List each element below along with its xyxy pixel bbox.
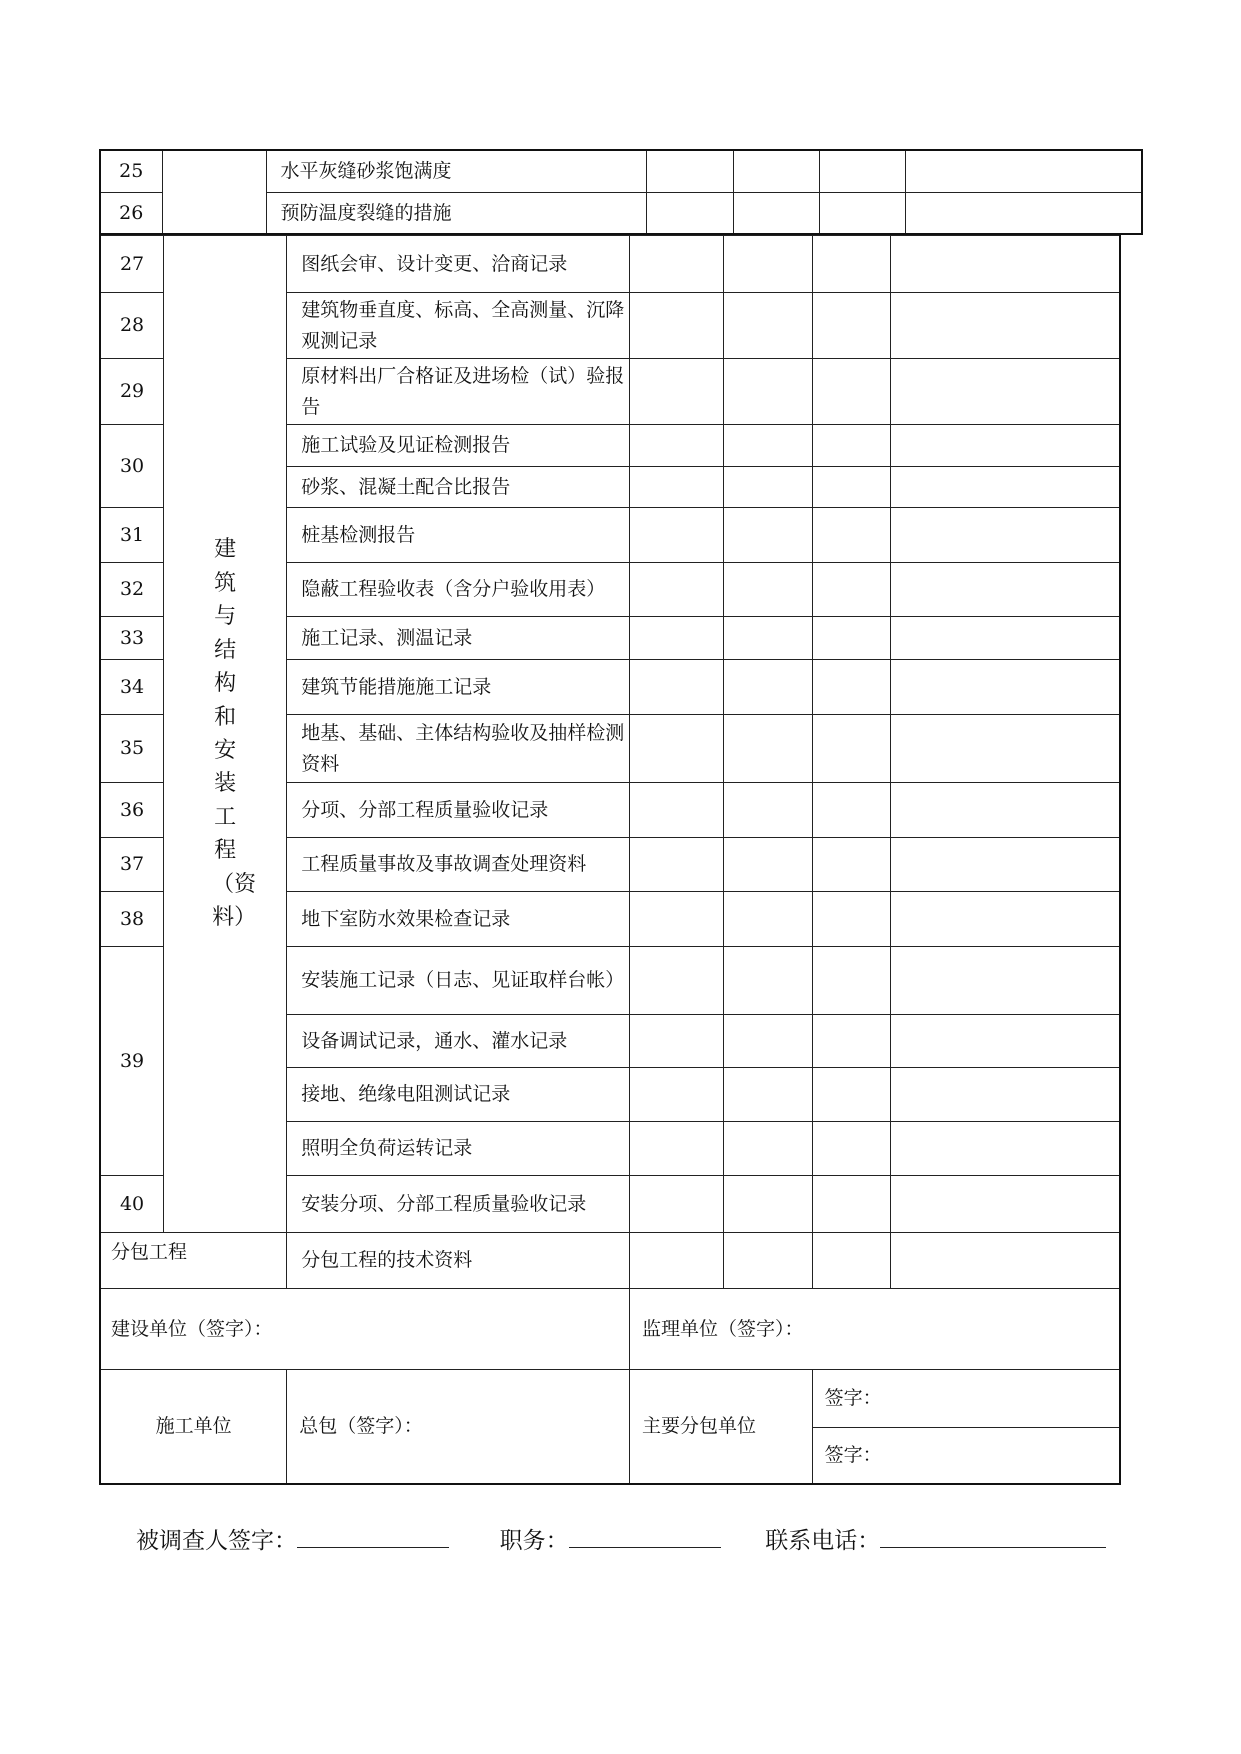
check-cell[interactable] [812,892,890,947]
remark-cell[interactable] [890,1068,1120,1122]
remark-cell[interactable] [890,947,1120,1015]
check-cell[interactable] [812,563,890,617]
check-cell[interactable] [629,467,723,508]
check-cell[interactable] [629,425,723,467]
check-cell[interactable] [812,783,890,838]
item-cell: 砂浆、混凝土配合比报告 [287,467,630,508]
check-cell[interactable] [629,715,723,783]
signature-row [100,1289,1120,1370]
remark-cell[interactable] [890,1233,1120,1289]
item-cell: 接地、绝缘电阻测试记录 [287,1068,630,1122]
contractor-label: 施工单位 [100,1370,287,1484]
check-cell[interactable] [733,192,819,234]
row-number: 25 [100,150,162,192]
check-cell[interactable] [819,192,905,234]
remark-cell[interactable] [890,508,1120,563]
respondent-label: 被调查人签字： [136,1528,297,1554]
check-cell[interactable] [629,508,723,563]
remark-cell[interactable] [890,1122,1120,1176]
row-number: 34 [100,660,164,715]
check-cell[interactable] [724,715,812,783]
remark-cell[interactable] [890,293,1120,359]
check-cell[interactable] [629,1068,723,1122]
check-cell[interactable] [724,467,812,508]
row-number: 37 [100,838,164,892]
check-cell[interactable] [724,359,812,425]
check-cell[interactable] [724,1122,812,1176]
check-cell[interactable] [812,359,890,425]
category-cell [162,150,266,234]
item-cell: 安装施工记录（日志、见证取样台帐） [287,947,630,1015]
general-contractor-signature[interactable]: 总包（签字）： [287,1370,630,1484]
check-cell[interactable] [724,947,812,1015]
check-cell[interactable] [724,1176,812,1233]
item-cell: 分项、分部工程质量验收记录 [287,783,630,838]
check-cell[interactable] [812,1122,890,1176]
item-cell: 图纸会审、设计变更、洽商记录 [287,236,630,293]
row-number: 38 [100,892,164,947]
check-cell[interactable] [724,660,812,715]
item-cell: 原材料出厂合格证及进场检（试）验报告 [287,359,630,425]
remark-cell[interactable] [890,838,1120,892]
check-cell[interactable] [629,1176,723,1233]
check-cell[interactable] [629,1122,723,1176]
remark-cell[interactable] [890,1176,1120,1233]
phone-label: 联系电话： [765,1528,881,1554]
remark-cell[interactable] [890,236,1120,293]
subcontractor-signature-1[interactable]: 签字： [812,1370,1120,1428]
item-cell: 施工试验及见证检测报告 [287,425,630,467]
item-cell: 照明全负荷运转记录 [287,1122,630,1176]
subcontract-label: 分包工程 [100,1233,287,1289]
check-cell[interactable] [812,425,890,467]
table-row [100,1233,1120,1289]
item-cell: 建筑物垂直度、标高、全高测量、沉降观测记录 [287,293,630,359]
item-cell: 桩基检测报告 [287,508,630,563]
row-number: 27 [100,236,164,293]
check-cell[interactable] [724,1233,812,1289]
remark-cell[interactable] [890,892,1120,947]
row-number: 35 [100,715,164,783]
row-number: 39 [100,947,164,1176]
row-number: 32 [100,563,164,617]
item-cell: 预防温度裂缝的措施 [266,192,646,234]
check-cell[interactable] [724,838,812,892]
supervisor-signature[interactable]: 监理单位（签字）： [629,1289,1120,1370]
row-number: 31 [100,508,164,563]
main-subcontractor-label: 主要分包单位 [629,1370,812,1484]
row-number: 36 [100,783,164,838]
check-cell[interactable] [646,150,733,192]
check-cell[interactable] [812,1233,890,1289]
table-row [100,150,1142,192]
check-cell[interactable] [812,508,890,563]
remark-cell[interactable] [905,150,1142,192]
check-cell[interactable] [812,838,890,892]
check-cell[interactable] [812,467,890,508]
remark-cell[interactable] [890,425,1120,467]
check-cell[interactable] [629,1233,723,1289]
check-cell[interactable] [629,236,723,293]
item-cell: 隐蔽工程验收表（含分户验收用表） [287,563,630,617]
check-cell[interactable] [812,715,890,783]
check-cell[interactable] [819,150,905,192]
check-cell[interactable] [724,783,812,838]
check-cell[interactable] [724,1068,812,1122]
check-cell[interactable] [629,617,723,660]
check-cell[interactable] [724,617,812,660]
check-cell[interactable] [629,947,723,1015]
check-cell[interactable] [812,1015,890,1068]
item-cell: 分包工程的技术资料 [287,1233,630,1289]
remark-cell[interactable] [890,467,1120,508]
check-cell[interactable] [629,660,723,715]
remark-cell[interactable] [890,1015,1120,1068]
check-cell[interactable] [629,838,723,892]
respondent-signature-line[interactable] [297,1525,449,1548]
phone-line[interactable] [880,1525,1106,1548]
item-cell: 建筑节能措施施工记录 [287,660,630,715]
check-cell[interactable] [629,359,723,425]
check-cell[interactable] [629,892,723,947]
check-cell[interactable] [629,1015,723,1068]
check-cell[interactable] [812,617,890,660]
category-label: 建筑与结构和安装工程（资料） [212,537,257,931]
owner-signature[interactable]: 建设单位（签字）： [100,1289,629,1370]
subcontractor-signature-2[interactable]: 签字： [812,1428,1120,1484]
remark-cell[interactable] [890,715,1120,783]
row-number: 29 [100,359,164,425]
check-cell[interactable] [812,660,890,715]
item-cell: 安装分项、分部工程质量验收记录 [287,1176,630,1233]
upper-table [99,149,1143,235]
item-cell: 水平灰缝砂浆饱满度 [266,150,646,192]
check-cell[interactable] [812,293,890,359]
check-cell[interactable] [724,892,812,947]
check-cell[interactable] [733,150,819,192]
check-cell[interactable] [646,192,733,234]
check-cell[interactable] [812,947,890,1015]
check-cell[interactable] [629,293,723,359]
main-table [99,235,1121,1485]
item-cell: 设备调试记录，通水、灌水记录 [287,1015,630,1068]
row-number: 40 [100,1176,164,1233]
remark-cell[interactable] [890,359,1120,425]
check-cell[interactable] [724,1015,812,1068]
item-cell: 施工记录、测温记录 [287,617,630,660]
signature-row [100,1370,1120,1428]
check-cell[interactable] [812,1068,890,1122]
remark-cell[interactable] [890,660,1120,715]
survey-footer [136,1522,1106,1555]
item-cell: 地基、基础、主体结构验收及抽样检测资料 [287,715,630,783]
row-number: 28 [100,293,164,359]
row-number: 30 [100,425,164,508]
row-number: 33 [100,617,164,660]
remark-cell[interactable] [905,192,1142,234]
check-cell[interactable] [812,1176,890,1233]
check-cell[interactable] [724,293,812,359]
table-row [100,236,1120,293]
remark-cell[interactable] [890,563,1120,617]
item-cell: 地下室防水效果检查记录 [287,892,630,947]
check-cell[interactable] [724,236,812,293]
category-cell [164,236,287,1233]
check-cell[interactable] [629,783,723,838]
row-number: 26 [100,192,162,234]
check-cell[interactable] [724,563,812,617]
check-cell[interactable] [812,236,890,293]
check-cell[interactable] [724,508,812,563]
check-cell[interactable] [724,425,812,467]
check-cell[interactable] [629,563,723,617]
position-line[interactable] [569,1525,721,1548]
position-label: 职务： [499,1528,569,1554]
remark-cell[interactable] [890,617,1120,660]
item-cell: 工程质量事故及事故调查处理资料 [287,838,630,892]
remark-cell[interactable] [890,783,1120,838]
